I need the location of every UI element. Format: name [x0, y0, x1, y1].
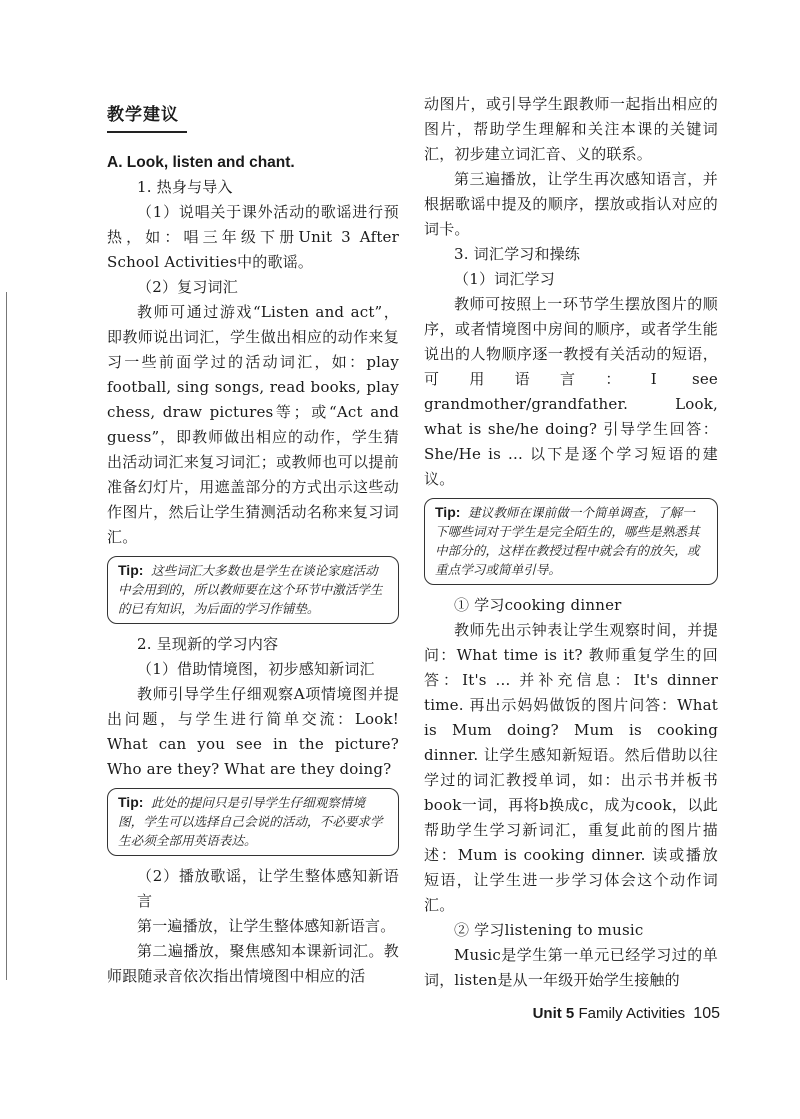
item-1-title: ① 学习cooking dinner: [454, 596, 622, 614]
tip-box-2: [107, 788, 399, 856]
chant-title: （2）播放歌谣，让学生整体感知新语言: [137, 867, 399, 910]
footer-title: Family Activities: [578, 1005, 686, 1022]
review-vocab-paragraph: 教师可通过游戏“Listen and act”，即教师说出词汇，学生做出相应的动作来复习一些前面学过的活动词汇，如：play football, sing songs, read books, play chess, draw pictures等；或“Act and guess”，即教师做出相应的动作，学生猜出活动词汇来复习词汇；或教师也可以提前准备幻灯片，用遮盖部分的方式出示这些动作图片，然后让学生猜测活动名称来复习词汇。: [107, 303, 399, 546]
tip-box-3: [424, 498, 718, 585]
vocab-learning-title: （1）词汇学习: [454, 270, 555, 288]
margin-rule: [6, 292, 7, 980]
title-underline: [107, 131, 187, 133]
step-3-title: 3. 词汇学习和操练: [454, 245, 581, 263]
tip-text: 建议教师在课前做一个简单调查，了解一下哪些词对于学生是完全陌生的，哪些是熟悉其中部分的，这样在教授过程中就会有的放矢，或重点学习或简单引导。: [435, 505, 700, 577]
tip-label: Tip:: [435, 504, 461, 520]
section-header: [107, 100, 187, 133]
vocab-learning-paragraph: 教师可按照上一环节学生摆放图片的顺序，或者情境图中房间的顺序，或者学生能说出的人物顺序逐一教授有关活动的短语，可用语言：I see grandmother/grandfather. Look, what is she/he doing? 引导学生回答：She/He is ... 以下是逐个学习短语的建议。: [424, 295, 718, 488]
section-title: 教学建议: [107, 105, 179, 125]
activity-heading: A. Look, listen and chant.: [107, 154, 295, 171]
tip-label: Tip:: [118, 794, 144, 810]
second-play-paragraph: 第二遍播放，聚焦感知本课新词汇。教师跟随录音依次指出情境图中相应的活: [107, 942, 399, 985]
page-footer: [480, 1005, 720, 1023]
footer-unit: Unit 5: [532, 1005, 575, 1022]
step-1-title: 1. 热身与导入: [137, 178, 233, 196]
continued-paragraph: 动图片，或引导学生跟教师一起指出相应的图片，帮助学生理解和关注本课的关键词汇，初步建立词汇音、义的联系。: [424, 95, 718, 163]
left-column: [107, 150, 399, 989]
page-number: 105: [693, 1005, 720, 1022]
first-play-paragraph: 第一遍播放，让学生整体感知新语言。: [137, 917, 396, 935]
step-2-title: 2. 呈现新的学习内容: [137, 635, 279, 653]
scene-vocab-title: （1）借助情境图，初步感知新词汇: [137, 660, 375, 678]
step-1-paragraph: （1）说唱关于课外活动的歌谣进行预热，如：唱三年级下册Unit 3 After School Activities中的歌谣。: [107, 203, 399, 271]
tip-text: 此处的提问只是引导学生仔细观察情境图，学生可以选择自己会说的活动，不必要求学生必须全部用英语表达。: [118, 795, 383, 848]
tip-text: 这些词汇大多数也是学生在谈论家庭活动中会用到的，所以教师要在这个环节中激活学生的已有知识，为后面的学习作铺垫。: [118, 563, 383, 616]
scene-vocab-paragraph: 教师引导学生仔细观察A项情境图并提出问题，与学生进行简单交流：Look! What can you see in the picture? Who are they? What are they doing?: [107, 685, 399, 778]
right-column: [424, 92, 718, 993]
item-1-paragraph: 教师先出示钟表让学生观察时间，并提问：What time is it? 教师重复学生的回答：It's ... 并补充信息：It's dinner time. 再出示妈妈做饭的图片问答：What is Mum doing? Mum is cooking dinner. 让学生感知新短语。然后借助以往学过的词汇教授单词，如：出示书并板书book一词，再将b换成c，成为cook，以此帮助学生学习新词汇，重复此前的图片描述：Mum is cooking dinner. 读或播放短语，让学生进一步学习体会这个动作词汇。: [424, 621, 718, 914]
third-play-paragraph: 第三遍播放，让学生再次感知语言，并根据歌谣中提及的顺序，摆放或指认对应的词卡。: [424, 170, 718, 238]
item-2-paragraph: Music是学生第一单元已经学习过的单词，listen是从一年级开始学生接触的: [424, 946, 718, 989]
tip-label: Tip:: [118, 562, 144, 578]
tip-box-1: [107, 556, 399, 624]
item-2-title: ② 学习listening to music: [454, 921, 644, 939]
review-vocab-title: （2）复习词汇: [137, 278, 238, 296]
